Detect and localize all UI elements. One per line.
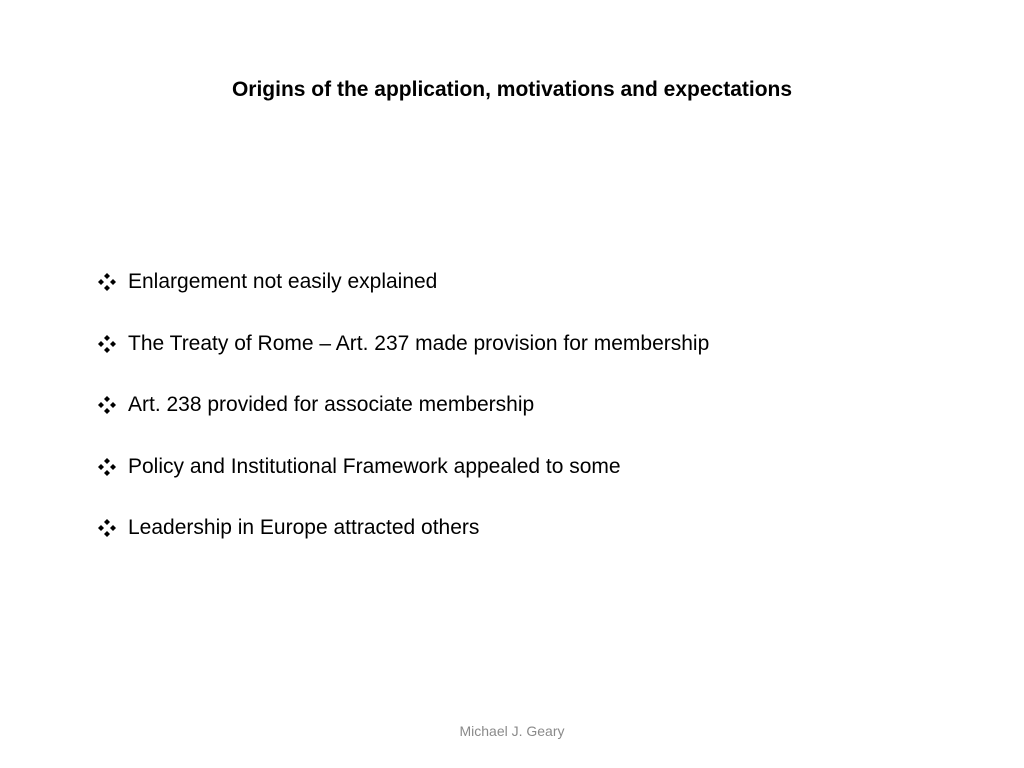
- four-diamond-bullet-icon: [98, 458, 116, 476]
- bullet-list: [98, 268, 709, 576]
- bullet-text: The Treaty of Rome – Art. 237 made provision for membership: [128, 331, 710, 355]
- bullet-item: [98, 330, 709, 358]
- bullet-item: [98, 391, 709, 419]
- four-diamond-bullet-icon: [98, 519, 116, 537]
- bullet-item: [98, 514, 709, 542]
- bullet-item: [98, 268, 709, 296]
- bullet-text: Art. 238 provided for associate membership: [128, 393, 535, 416]
- four-diamond-bullet-icon: [98, 273, 116, 291]
- bullet-text: Leadership in Europe attracted others: [128, 516, 480, 539]
- slide-title: Origins of the application, motivations and expectations: [231, 78, 793, 101]
- four-diamond-bullet-icon: [98, 335, 116, 353]
- four-diamond-bullet-icon: [98, 396, 116, 414]
- footer-author: Michael J. Geary: [459, 723, 565, 739]
- bullet-text: Policy and Institutional Framework appealed to some: [128, 454, 621, 478]
- bullet-item: [98, 453, 709, 481]
- bullet-text: Enlargement not easily explained: [128, 270, 438, 293]
